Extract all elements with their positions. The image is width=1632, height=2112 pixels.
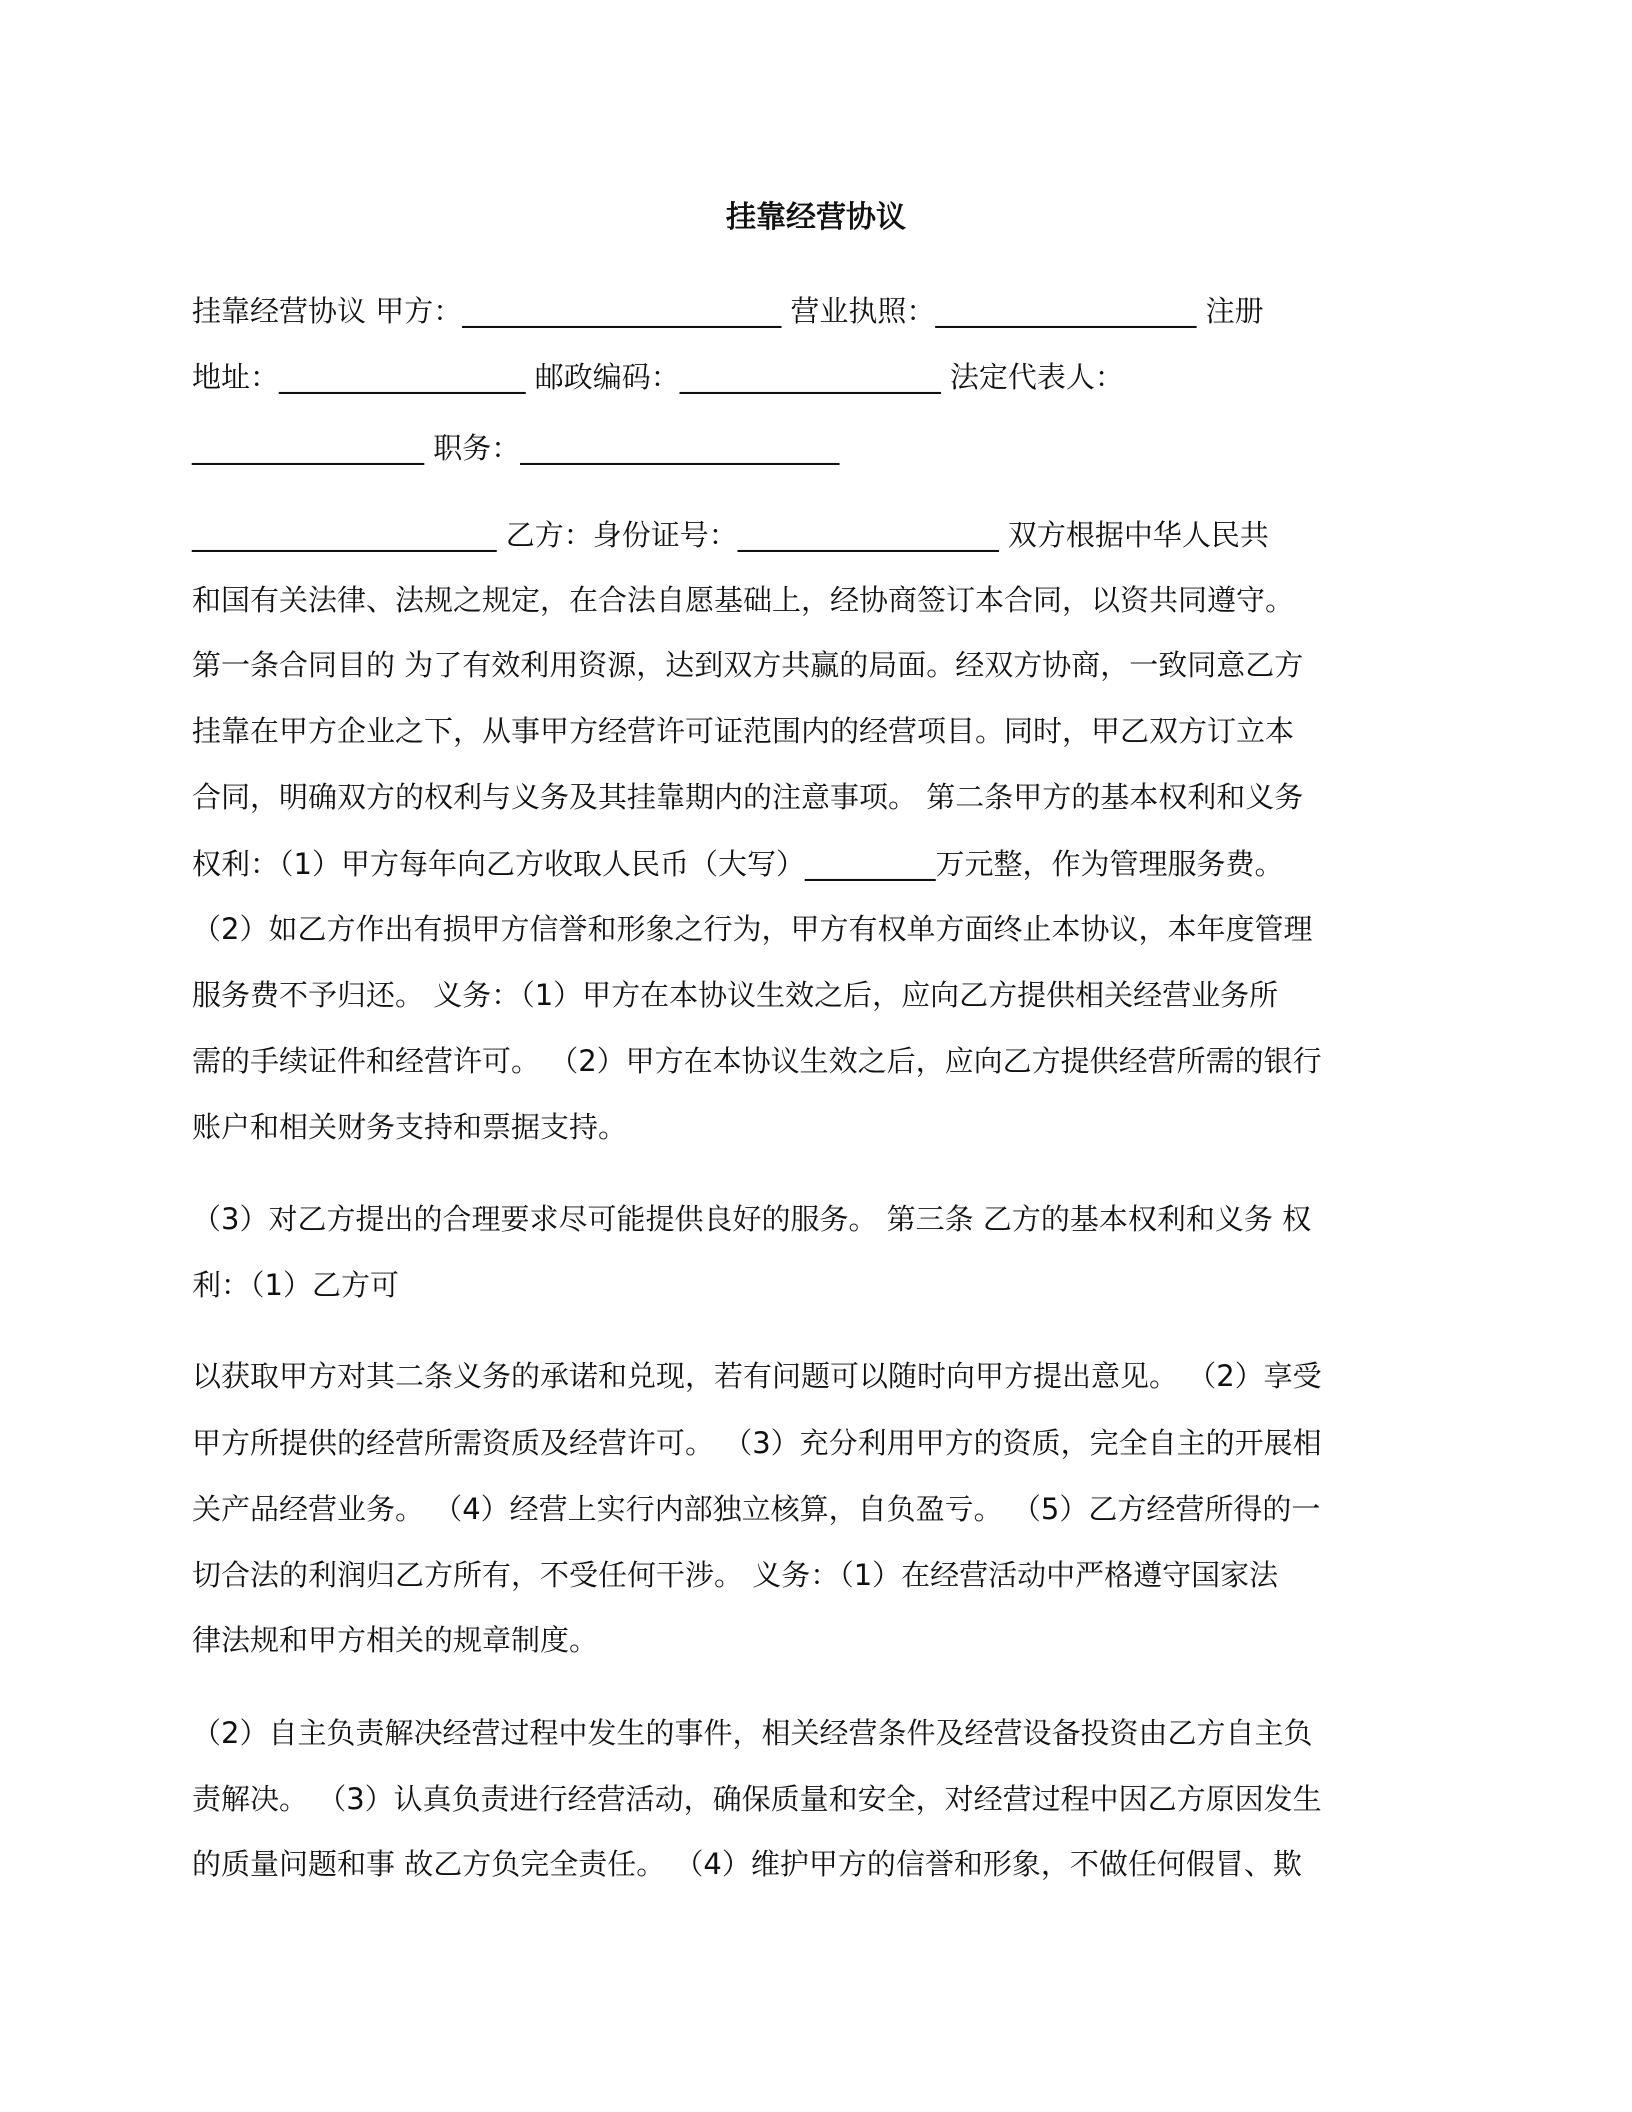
text-line: （2）如乙方作出有损甲方信誉和形象之行为，甲方有权单方面终止本协议，本年度管理 xyxy=(192,912,1313,946)
text-line: 挂靠在甲方企业之下，从事甲方经营许可证范围内的经营项目。同时，甲乙双方订立本 xyxy=(192,714,1295,748)
text-line: _____________________ 乙方：身份证号：__________________ 双方根据中华人民共 xyxy=(192,518,1269,552)
text-line: （2）自主负责解决经营过程中发生的事件，相关经营条件及经营设备投资由乙方自主负 xyxy=(192,1716,1313,1750)
document-title: 挂靠经营协议 xyxy=(726,200,906,235)
text-line: 利：（1）乙方可 xyxy=(192,1268,399,1302)
text-line: 服务费不予归还。 义务：（1）甲方在本协议生效之后，应向乙方提供相关经营业务所 xyxy=(192,978,1279,1012)
text-line: 和国有关法律、法规之规定，在合法自愿基础上，经协商签订本合同，以资共同遵守。 xyxy=(192,583,1295,617)
text-line: 账户和相关财务支持和票据支持。 xyxy=(192,1110,628,1144)
text-line: 地址：_________________ 邮政编码：__________________ 法定代表人： xyxy=(192,360,1124,394)
text-line: 甲方所提供的经营所需资质及经营许可。 （3）充分利用甲方的资质，完全自主的开展相 xyxy=(192,1426,1322,1460)
text-line: 切合法的利润归乙方所有，不受任何干涉。 义务：（1）在经营活动中严格遵守国家法 xyxy=(192,1558,1279,1592)
text-line: 合同，明确双方的权利与义务及其挂靠期内的注意事项。 第二条甲方的基本权利和义务 xyxy=(192,780,1304,814)
text-line: 律法规和甲方相关的规章制度。 xyxy=(192,1623,599,1657)
text-line: 以获取甲方对其二条义务的承诺和兑现，若有问题可以随时向甲方提出意见。 （2）享受 xyxy=(192,1359,1322,1393)
text-line: 挂靠经营协议 甲方：______________________ 营业执照：__________________ 注册 xyxy=(192,294,1264,328)
text-line: 权利：（1）甲方每年向乙方收取人民币（大写）_________万元整，作为管理服务费。 xyxy=(192,847,1284,881)
text-line: 的质量问题和事 故乙方负完全责任。 （4）维护甲方的信誉和形象，不做任何假冒、欺 xyxy=(192,1847,1302,1881)
text-line: （3）对乙方提出的合理要求尽可能提供良好的服务。 第三条 乙方的基本权利和义务 权 xyxy=(192,1202,1312,1236)
text-line: 责解决。 （3）认真负责进行经营活动，确保质量和安全，对经营过程中因乙方原因发生 xyxy=(192,1782,1322,1816)
text-line: 关产品经营业务。 （4）经营上实行内部独立核算，自负盈亏。 （5）乙方经营所得的一 xyxy=(192,1492,1321,1526)
text-line: ________________ 职务：______________________ xyxy=(192,431,840,465)
text-line: 需的手续证件和经营许可。 （2）甲方在本协议生效之后，应向乙方提供经营所需的银行 xyxy=(192,1044,1322,1078)
text-line: 第一条合同目的 为了有效利用资源，达到双方共赢的局面。经双方协商，一致同意乙方 xyxy=(192,648,1304,682)
